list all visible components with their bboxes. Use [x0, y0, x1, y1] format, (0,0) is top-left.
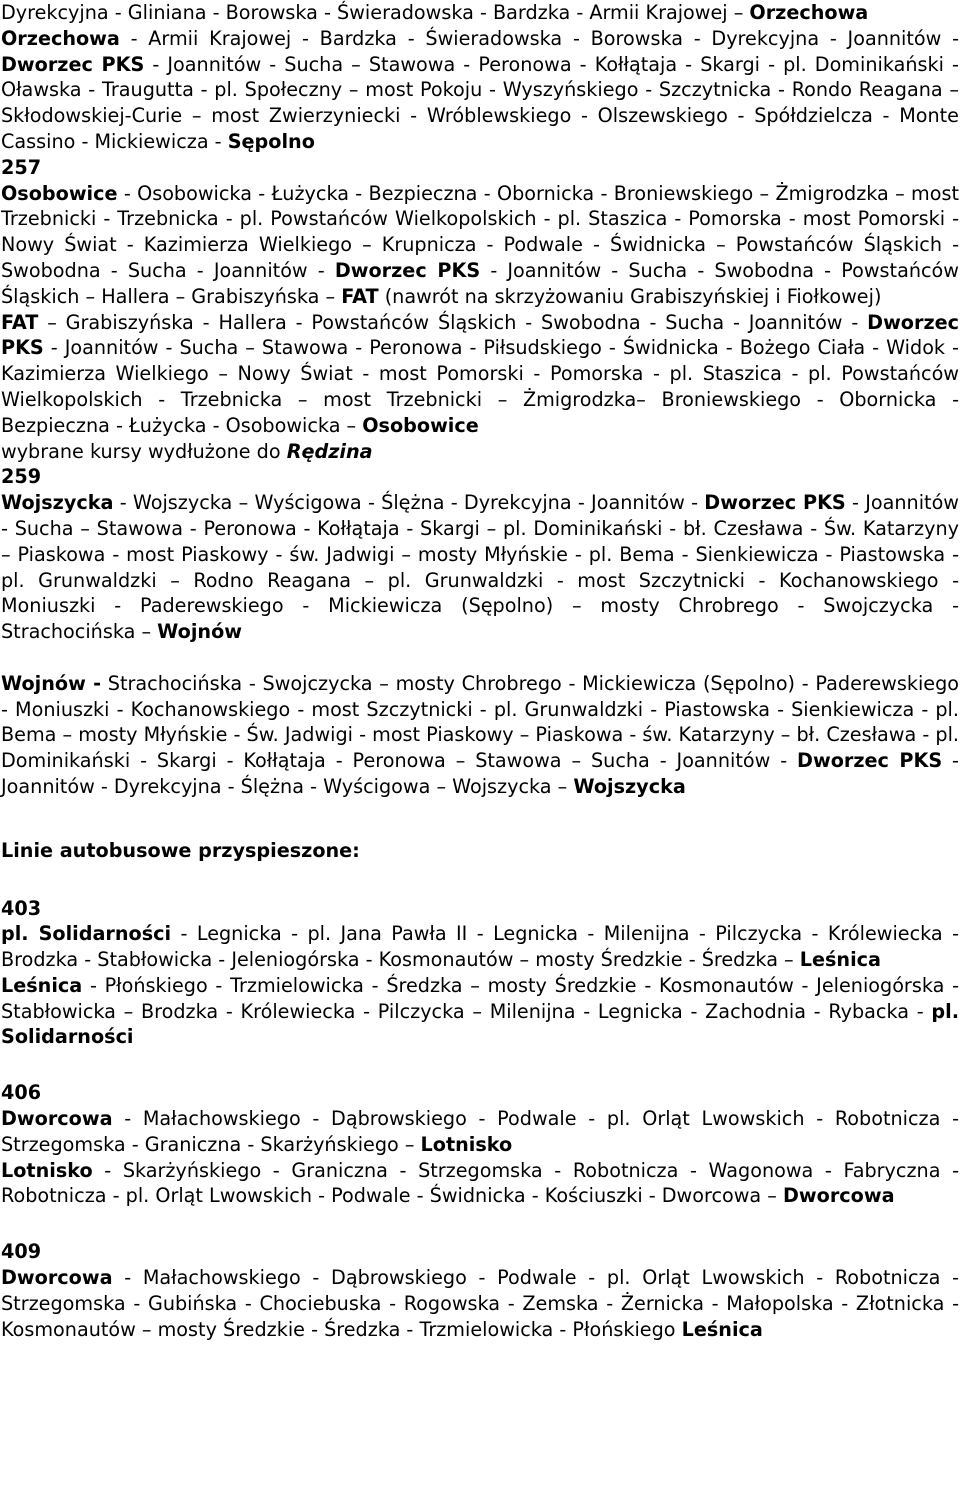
- stop-name-bold: Osobowice: [1, 181, 118, 205]
- stop-name-bold: FAT: [1, 310, 39, 334]
- route-text: – Grabiszyńska - Hallera - Powstańców Śląskich - Swobodna - Sucha - Joannitów -: [38, 310, 868, 334]
- route-text: Strachocińska - Swojczycka – mosty Chrobrego - Mickiewicza (Sępolno) - Paderewskiego - Moniuszki - Kochanowskiego - most Szczytnicki - pl. Grunwaldzki - Piastowska - Sienkiewicza - pl. Bema – mosty Młyńskie - Św. Jadwigi - most Piaskowy – Piaskowa - św. Katarzyny – bł. Czesława - pl. Dominikański - Skargi - Kołłątaja - Peronowa – Stawowa – Sucha - Joannitów -: [1, 671, 959, 773]
- route-text: (nawrót na skrzyżowaniu Grabiszyńskiej i Fiołkowej): [378, 284, 882, 308]
- stop-name-bold: Dworcowa: [1, 1107, 113, 1131]
- route-text: - Osobowicka - Łużycka - Bezpieczna - Obornicka - Broniewskiego – Żmigrodzka – most Trzebnicki - Trzebnicka - pl. Powstańców Wielkopolskich - pl. Staszica - Pomorska - most Pomorski - Nowy Świat - Kazimierza Wielkiego – Krupnicza - Podwale - Świdnicka – Powstańców Śląskich - Swobodna - Sucha - Joannitów -: [1, 181, 959, 282]
- stop-name-bold: Dworzec PKS: [797, 749, 943, 773]
- line-number: 403: [1, 896, 42, 920]
- route-text: - Joannitów - Sucha – Stawowa - Peronowa - Kołłątaja - Skargi – pl. Dominikański - bł. Czesława - Św. Katarzyny – Piaskowa - most Piaskowy - św. Jadwigi – mosty Młyńskie - pl. Bema - Sienkiewicza - Piastowska - pl. Grunwaldzki – Rodno Reagana – pl. Grunwaldzki - most Szczytnicki - Kochanowskiego - Moniuszki - Paderewskiego - Mickiewicza (Sępolno) – mosty Chrobrego - Swojczycka - Strachocińska –: [1, 491, 959, 644]
- route-text: - Płońskiego - Trzmielowicka - Średzka – mosty Średzkie - Kosmonautów - Jeleniogórska - Stabłowicka – Brodzka - Królewiecka - Pilczycka – Milenijna - Legnicka - Zachodnia - Rybacka -: [1, 973, 959, 1023]
- stop-name-bold: pl. Solidarności: [1, 922, 172, 946]
- route-text: wybrane kursy wydłużone do: [1, 439, 287, 463]
- route-paragraph: [1, 671, 959, 800]
- stop-name-bold: Orzechowa: [749, 1, 869, 24]
- stop-name-bold: Sępolno: [227, 129, 315, 153]
- stop-name-bold: Wojnów: [157, 620, 242, 644]
- line-number: 259: [1, 465, 42, 489]
- route-text: - Joannitów - Dyrekcyjna - Ślężna - Wyścigowa – Wojszycka –: [1, 749, 959, 798]
- route-text: - Wojszycka – Wyścigowa - Ślężna - Dyrekcyjna - Joannitów -: [113, 491, 705, 515]
- spacer: [1, 645, 959, 671]
- spacer: [1, 1050, 959, 1080]
- route-paragraph: [1, 1106, 959, 1158]
- stop-name-bold: Dworzec PKS: [1, 52, 145, 76]
- stop-name-bold: Leśnica: [681, 1317, 763, 1341]
- stop-name-bold: Wojszycka: [1, 491, 114, 515]
- route-text: - Małachowskiego - Dąbrowskiego - Podwale - pl. Orląt Lwowskich - Robotnicza - Strzegomska - Gubińska - Chociebuska - Rogowska - Zemska - Żernicka - Małopolska - Złotnicka - Kosmonautów – mosty Średzkie - Średzka - Trzmielowicka - Płońskiego: [1, 1266, 959, 1341]
- line-number: 409: [1, 1240, 42, 1264]
- route-paragraph: [1, 181, 959, 310]
- stop-name-bold: Orzechowa: [1, 26, 120, 50]
- section-heading: Linie autobusowe przyspieszone:: [1, 838, 360, 862]
- stop-name-bold: Wojnów -: [1, 671, 102, 695]
- route-paragraph: [1, 1265, 959, 1342]
- route-text: - Joannitów - Sucha – Stawowa - Peronowa - Piłsudskiego - Świdnicka - Bożego Ciała - Widok - Kazimierza Wielkiego – Nowy Świat - most Pomorski - Pomorska - pl. Staszica - pl. Powstańców Wielkopolskich - Trzebnicka – most Trzebnicki – Żmigrodzka– Broniewskiego - Obornicka - Bezpieczna - Łużycka - Osobowicka –: [1, 336, 959, 437]
- route-paragraph: [1, 490, 959, 645]
- stop-name-bold: Leśnica: [1, 973, 83, 997]
- route-paragraph: [1, 973, 959, 1050]
- route-text: Dyrekcyjna - Gliniana - Borowska - Świeradowska - Bardzka - Armii Krajowej –: [1, 1, 750, 24]
- route-paragraph: [1, 0, 959, 26]
- stop-name-bold: Wojszycka: [573, 774, 686, 798]
- stop-name-bold: Dworzec PKS: [704, 491, 846, 515]
- stop-name-bold: Dworzec PKS: [334, 258, 481, 282]
- stop-name-bold: Dworzec PKS: [1, 310, 959, 360]
- line-number: 257: [1, 155, 42, 179]
- route-text: - Małachowskiego - Dąbrowskiego - Podwale - pl. Orląt Lwowskich - Robotnicza - Strzegomska - Graniczna - Skarżyńskiego –: [1, 1107, 959, 1156]
- line-number: 406: [1, 1081, 42, 1105]
- stop-name-bold: Dworcowa: [1, 1266, 113, 1290]
- route-paragraph: [1, 310, 959, 439]
- route-paragraph: [1, 921, 959, 973]
- route-paragraph: [1, 439, 959, 465]
- stop-name-bold: Osobowice: [362, 413, 479, 437]
- route-paragraph: [1, 1158, 959, 1210]
- route-text: - Armii Krajowej - Bardzka - Świeradowska - Borowska - Dyrekcyjna - Joannitów -: [119, 26, 959, 50]
- stop-name-bold: Lotnisko: [420, 1132, 513, 1156]
- spacer: [1, 800, 959, 838]
- stop-name-bold: Leśnica: [799, 948, 881, 972]
- route-text: - Joannitów - Sucha - Swobodna - Powstańców Śląskich – Hallera – Grabiszyńska –: [1, 258, 959, 308]
- route-text: - Skarżyńskiego - Graniczna - Strzegomska - Robotnicza - Wagonowa - Fabryczna - Robotnicza - pl. Orląt Lwowskich - Podwale - Świdnicka - Kościuszki - Dworcowa –: [1, 1158, 959, 1208]
- stop-name-bold: pl. Solidarności: [1, 999, 959, 1049]
- route-text: - Legnicka - pl. Jana Pawła II - Legnicka - Milenijna - Pilczycka - Królewiecka - Brodzka - Stabłowicka - Jeleniogórska - Kosmonautów – mosty Średzkie - Średzka –: [1, 922, 959, 972]
- stop-name-bold: Rędzina: [286, 439, 373, 463]
- spacer: [1, 1209, 959, 1239]
- stop-name-bold: FAT: [341, 284, 379, 308]
- spacer: [1, 864, 959, 896]
- route-paragraph: [1, 26, 959, 155]
- route-text: - Joannitów - Sucha – Stawowa - Peronowa - Kołłątaja - Skargi - pl. Dominikański - Oławska - Traugutta - pl. Społeczny – most Pokoju - Wyszyńskiego - Szczytnicka - Rondo Reagana – Skłodowskiej-Curie – most Zwierzyniecki - Wróblewskiego - Olszewskiego - Spółdzielcza - Monte Cassino - Mickiewicza -: [1, 52, 959, 153]
- stop-name-bold: Lotnisko: [1, 1158, 93, 1182]
- stop-name-bold: Dworcowa: [782, 1184, 895, 1208]
